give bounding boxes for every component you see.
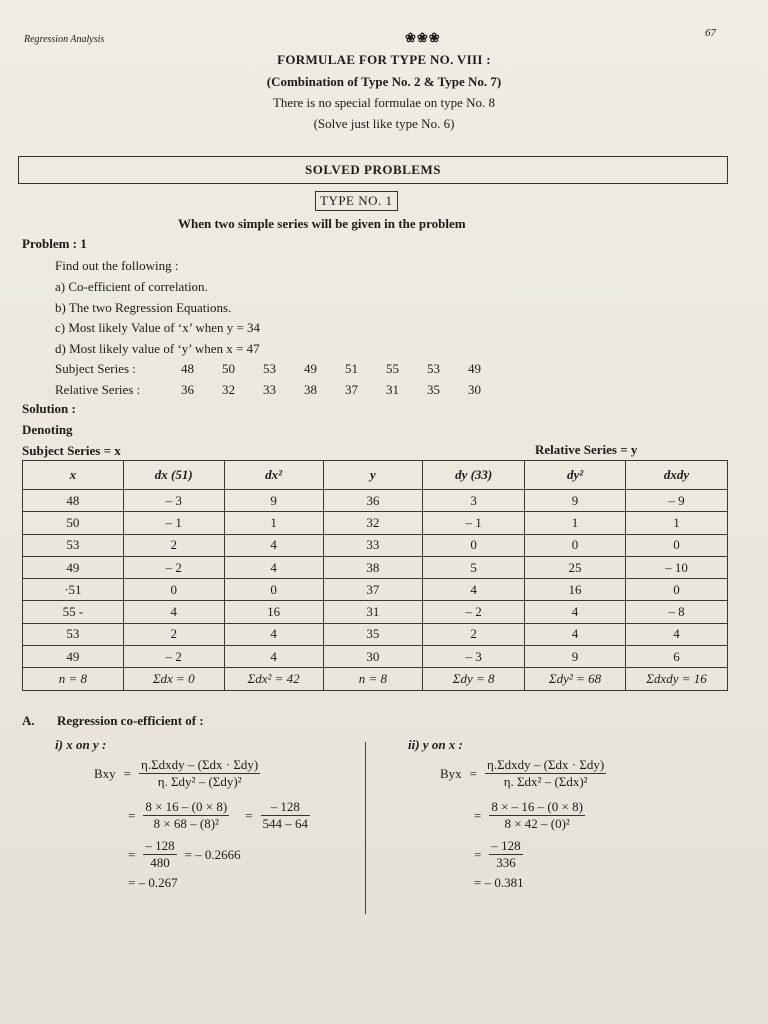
bxy-formula	[94, 757, 260, 790]
table-cell: 0	[423, 534, 525, 556]
table-row	[23, 512, 728, 534]
sum-cell: Σdx² = 42	[224, 668, 323, 691]
formulae-note-2: (Solve just like type No. 6)	[313, 116, 455, 131]
series-value: 33	[263, 382, 276, 397]
table-cell: 4	[625, 623, 727, 645]
byx-step2-fraction	[489, 838, 522, 871]
section-description: When two simple series will be given in the problem	[178, 216, 466, 231]
table-cell: 36	[323, 490, 423, 512]
table-cell: 30	[323, 646, 423, 668]
numerator: 8 × – 16 – (0 × 8)	[491, 799, 583, 814]
bxy-step-2	[128, 838, 241, 871]
denominator: 336	[496, 855, 516, 870]
table-cell: 55 -	[23, 601, 124, 623]
y-on-x-label: ii) y on x :	[408, 737, 463, 752]
column-header: y	[323, 461, 423, 490]
column-header: dxdy	[625, 461, 727, 490]
table-cell: – 8	[625, 601, 727, 623]
table-cell: 0	[224, 579, 323, 601]
bxy-step2-fraction	[143, 838, 176, 871]
bxy-result: = – 0.2666	[184, 846, 241, 862]
numerator: η.Σdxdy – (Σdx · Σdy)	[141, 757, 259, 772]
numerator: η.Σdxdy – (Σdx · Σdy)	[487, 757, 605, 772]
column-header: dx (51)	[123, 461, 224, 490]
column-header: x	[23, 461, 124, 490]
equals-sign: =	[474, 807, 482, 823]
numerator: – 128	[145, 838, 175, 853]
table-cell: 1	[525, 512, 626, 534]
subject-series-label: Subject Series :	[55, 361, 136, 376]
series-value: 50	[222, 361, 235, 376]
column-header: dy (33)	[423, 461, 525, 490]
table-cell: 9	[224, 490, 323, 512]
table-cell: – 9	[625, 490, 727, 512]
ornament: ❀❀❀	[405, 30, 441, 45]
series-value: 31	[386, 382, 399, 397]
table-cell: – 2	[123, 646, 224, 668]
series-value: 49	[304, 361, 317, 376]
table-cell: 50	[23, 512, 124, 534]
problem-item: d) Most likely value of ‘y’ when x = 47	[55, 341, 260, 356]
table-cell: – 3	[423, 646, 525, 668]
table-cell: 9	[525, 490, 626, 512]
table-row	[23, 490, 728, 512]
table-cell: 4	[525, 623, 626, 645]
numerator: 8 × 16 – (0 × 8)	[145, 799, 228, 814]
table-row	[23, 579, 728, 601]
table-cell: – 2	[123, 556, 224, 578]
table-cell: 1	[625, 512, 727, 534]
relative-series-label: Relative Series :	[55, 382, 141, 397]
table-cell: 25	[525, 556, 626, 578]
formulae-title: FORMULAE FOR TYPE NO. VIII :	[277, 52, 491, 67]
table-cell: 5	[423, 556, 525, 578]
table-cell: 32	[323, 512, 423, 534]
table-sum-row	[23, 668, 728, 691]
series-value: 49	[468, 361, 481, 376]
table-cell: 16	[525, 579, 626, 601]
denominator: 480	[150, 855, 170, 870]
table-cell: 53	[23, 623, 124, 645]
denominator: 8 × 68 – (8)²	[153, 816, 219, 831]
equals-sign: =	[123, 765, 132, 781]
table-cell: 4	[423, 579, 525, 601]
problem-item: b) The two Regression Equations.	[55, 300, 232, 315]
solved-problems-banner: SOLVED PROBLEMS	[18, 156, 728, 184]
series-value: 37	[345, 382, 358, 397]
table-row	[23, 623, 728, 645]
byx-step-1	[474, 799, 585, 832]
table-cell: 2	[123, 534, 224, 556]
series-value: 53	[427, 361, 440, 376]
table-cell: 37	[323, 579, 423, 601]
section-letter: A.	[22, 713, 35, 728]
table-cell: 48	[23, 490, 124, 512]
problem-instruction: Find out the following :	[55, 258, 179, 273]
table-row	[23, 601, 728, 623]
table-cell: 4	[224, 534, 323, 556]
bxy-step1-fraction	[143, 799, 229, 832]
table-cell: 4	[224, 556, 323, 578]
bxy-symbol: Bxy	[94, 765, 116, 781]
series-value: 36	[181, 382, 194, 397]
equals-sign: =	[474, 846, 482, 862]
x-on-y-label: i) x on y :	[55, 737, 107, 752]
table-cell: 4	[224, 646, 323, 668]
numerator: – 128	[491, 838, 521, 853]
formulae-note-1: There is no special formulae on type No. 8	[272, 95, 495, 110]
equals-sign: =	[128, 846, 136, 862]
denominator: 544 – 64	[262, 816, 309, 831]
table-cell: 9	[525, 646, 626, 668]
denominator: η. Σdy² – (Σdy)²	[157, 774, 242, 789]
series-value: 51	[345, 361, 358, 376]
table-cell: 31	[323, 601, 423, 623]
sum-cell: Σdy = 8	[423, 668, 525, 691]
table-cell: – 10	[625, 556, 727, 578]
series-value: 55	[386, 361, 399, 376]
bxy-step-1	[128, 799, 310, 832]
series-value: 48	[181, 361, 194, 376]
bxy-fraction	[139, 757, 260, 790]
subject-series-row	[55, 361, 509, 377]
table-cell: 2	[123, 623, 224, 645]
equals-sign: =	[469, 765, 478, 781]
byx-step-2	[474, 838, 523, 871]
subject-series-notation: Subject Series = x	[22, 443, 121, 458]
table-cell: – 2	[423, 601, 525, 623]
table-cell: 6	[625, 646, 727, 668]
sum-cell: Σdxdy = 16	[625, 668, 727, 691]
table-cell: 2	[423, 623, 525, 645]
table-cell: 16	[224, 601, 323, 623]
table-row	[23, 646, 728, 668]
column-header: dx²	[224, 461, 323, 490]
sum-cell: Σdx = 0	[123, 668, 224, 691]
byx-formula	[440, 757, 606, 790]
table-cell: 4	[525, 601, 626, 623]
series-value: 38	[304, 382, 317, 397]
denoting-label: Denoting	[22, 422, 73, 437]
numerator: – 128	[261, 799, 311, 816]
denominator: η. Σdx² – (Σdx)²	[503, 774, 588, 789]
table-cell: 53	[23, 534, 124, 556]
bxy-final: = – 0.267	[128, 875, 178, 890]
column-divider	[365, 742, 366, 914]
problem-label: Problem : 1	[22, 236, 87, 251]
table-cell: 0	[123, 579, 224, 601]
table-header-row	[23, 461, 728, 490]
table-cell: 49	[23, 556, 124, 578]
series-value: 32	[222, 382, 235, 397]
denominator: 8 × 42 – (0)²	[504, 816, 570, 831]
relative-series-row	[55, 382, 509, 398]
table-cell: 33	[323, 534, 423, 556]
formulae-subtitle: (Combination of Type No. 2 & Type No. 7)	[266, 74, 502, 89]
byx-final: = – 0.381	[474, 875, 524, 890]
equals-sign: =	[245, 807, 253, 823]
table-cell: 0	[625, 579, 727, 601]
table-cell: 4	[224, 623, 323, 645]
series-value: 30	[468, 382, 481, 397]
equals-sign: =	[128, 807, 136, 823]
table-cell: ·51	[23, 579, 124, 601]
relative-series-notation: Relative Series = y	[535, 442, 638, 457]
problem-item: c) Most likely Value of ‘x’ when y = 34	[55, 320, 261, 335]
column-header: dy²	[525, 461, 626, 490]
solution-label: Solution :	[22, 401, 76, 416]
table-cell: 1	[224, 512, 323, 534]
sum-cell: n = 8	[323, 668, 423, 691]
table-cell: 3	[423, 490, 525, 512]
table-row	[23, 534, 728, 556]
problem-item: a) Co-efficient of correlation.	[55, 279, 208, 294]
running-header: Regression Analysis	[24, 34, 105, 45]
bxy-step1b-fraction	[261, 799, 311, 832]
table-cell: 0	[525, 534, 626, 556]
regression-heading: Regression co-efficient of :	[57, 713, 204, 728]
table-cell: – 3	[123, 490, 224, 512]
computation-table	[22, 460, 728, 691]
series-value: 53	[263, 361, 276, 376]
table-cell: 4	[123, 601, 224, 623]
table-cell: 49	[23, 646, 124, 668]
table-cell: 35	[323, 623, 423, 645]
table-cell: – 1	[423, 512, 525, 534]
sum-cell: n = 8	[23, 668, 124, 691]
type-label: TYPE NO. 1	[315, 191, 398, 211]
byx-step1-fraction	[489, 799, 585, 832]
table-cell: 0	[625, 534, 727, 556]
table-cell: 38	[323, 556, 423, 578]
page-number: 67	[705, 27, 716, 39]
sum-cell: Σdy² = 68	[525, 668, 626, 691]
table-cell: – 1	[123, 512, 224, 534]
byx-symbol: Byx	[440, 765, 462, 781]
byx-fraction	[485, 757, 606, 790]
series-value: 35	[427, 382, 440, 397]
table-row	[23, 556, 728, 578]
